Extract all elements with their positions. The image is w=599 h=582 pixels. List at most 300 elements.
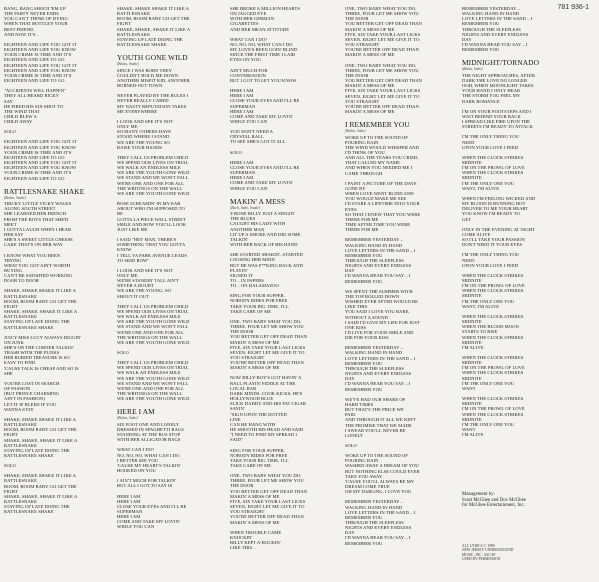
lyric-line: WE ARE THE YOUTH GONE WILD bbox=[117, 396, 190, 402]
lyric-line: WE'RE ONE AND ONE FOR ALL bbox=[117, 180, 185, 186]
lyric-line: WAIT BEHIND YOUR BACK bbox=[462, 113, 521, 119]
lyric-line: I LOOK AND SEE IT'S NOT bbox=[117, 118, 174, 124]
lyric-line: LIKE THIS... bbox=[230, 545, 256, 551]
lyric-line: BUT ALL I GOT TO SAY IS bbox=[117, 483, 173, 489]
lyric-line: DARK THE LOVE NO LONGER bbox=[462, 77, 528, 83]
songwriter-credit: (Bolan, Sabo) bbox=[462, 67, 483, 72]
lyric-line: WE SPEND OUR LIVES ON TRIAL bbox=[117, 308, 189, 314]
lyric-line: RATTLESNAKE bbox=[4, 499, 37, 505]
lyric-line: WANNA STAY bbox=[4, 406, 34, 412]
lyric-line: JUICY MISS LUCY ALWAYS DIGGIN' bbox=[4, 334, 82, 340]
lyric-line: THROUGH THE SLEEPLESS bbox=[345, 365, 404, 371]
lyrics-column-4 bbox=[345, 6, 458, 546]
lyric-line: REMEMBER YESTERDAY – bbox=[345, 237, 403, 243]
lyric-line: I KNOW WHAT YOU BEEN bbox=[4, 252, 61, 258]
lyric-line: BOOM, BOOM BABY GO GET THE bbox=[4, 427, 77, 433]
lyric-line: OF PASSION bbox=[4, 386, 31, 392]
lyric-line: LINE bbox=[230, 416, 241, 422]
lyric-line: DRESSED IN SPAGHETTI RAGS bbox=[117, 426, 184, 432]
lyric-line: I SAID "HEY MAN, THERE'S bbox=[117, 237, 177, 243]
lyric-line: THROUGH THE SLEEPLESS bbox=[462, 26, 521, 32]
lyric-line: HERE I AM bbox=[230, 159, 254, 165]
lyric-line: SHE'S A SWEET LITTLE CHEESE bbox=[4, 237, 73, 243]
lyric-line: DAY bbox=[345, 530, 355, 536]
lyric-line: NO, NO, NO, WHAT CAN I DO bbox=[117, 452, 180, 458]
lyric-line: WHEN THE CLOCK STRIKES bbox=[462, 334, 524, 340]
lyric-line: OH MY DARLING, I LOVE YOU bbox=[345, 489, 412, 495]
lyric-line: SING FOR YOUR SUPPER, bbox=[230, 447, 285, 453]
lyric-line: I'M THE ONLY ONE YOU bbox=[462, 298, 515, 304]
lyric-line: YOUR CRIME IS TIME AND IT'S bbox=[4, 170, 72, 176]
lyric-line: ONLY ME bbox=[117, 272, 138, 278]
lyric-line: NIGHTS AND EVERY ENDLESS bbox=[462, 31, 529, 37]
lyric-line: YOU'RE BETTER OFF DEAD THAN bbox=[345, 47, 419, 53]
lyric-line: SHE bbox=[4, 370, 13, 376]
lyric-line: YOU DON'T NEED A bbox=[230, 129, 274, 135]
lyric-line: YOU BETTER GET OFF DEAD THAN bbox=[230, 488, 308, 494]
lyric-line: YOU STRAIGHT bbox=[230, 509, 265, 515]
lyric-line: WE SPEND OUR LIVES ON TRIAL bbox=[117, 160, 189, 165]
lyric-line: RATTLESNAKE bbox=[4, 293, 37, 299]
lyric-line: MAKIN' A MESS OF ME bbox=[345, 52, 395, 58]
lyric-line: BOOM, BOOM BABY GO GET THE bbox=[117, 16, 190, 22]
lyric-line: I'M ALIVE bbox=[462, 344, 484, 350]
lyric-line: WE STAND AND WE WON'T FALL bbox=[117, 175, 189, 181]
lyric-line: NEVER REALLY CARED bbox=[117, 98, 169, 104]
lyric-line: RATTLESNAKE bbox=[117, 31, 150, 37]
lyric-line: WE'RE STANDIN' TALL AIN'T bbox=[117, 278, 179, 284]
lyric-line: YOU BETTER GET OFF DEAD THAN bbox=[345, 21, 423, 27]
lyric-line: SO I'LL TAKE YOUR PASSION bbox=[462, 237, 525, 243]
lyric-line: SUPERMAN bbox=[117, 509, 143, 514]
lyric-line: RATTLESNAKE bbox=[117, 11, 150, 17]
lyric-line: MAKIN' A MESS OF ME bbox=[345, 26, 395, 32]
lyric-line: CAUGHT HIS LADY WITH bbox=[230, 221, 286, 227]
lyric-line: WHEN LOVE WENT BLIND AND bbox=[345, 191, 414, 197]
lyric-line: HE FIRED HIS SIX-SHOT TO bbox=[4, 103, 64, 109]
lyric-line: THROUGH THE SLEEPLESS bbox=[345, 520, 404, 525]
lyric-line: WE ARE THE YOUTH GONE WILD bbox=[117, 319, 190, 325]
stanza-gap bbox=[345, 114, 458, 119]
lyric-line: I'M THE ONLY THING YOU bbox=[462, 252, 520, 258]
lyric-line: I'M ON THE PROWL OF LOVE bbox=[462, 283, 525, 289]
lyric-line: WASHED AWAY A DREAM OF YOU bbox=[345, 463, 419, 469]
lyric-line: MAKIN' A MESS OF ME bbox=[230, 365, 280, 371]
lyric-line: REMEMBER YOU bbox=[345, 540, 383, 546]
lyric-line: TRASH WITH THE PUNKS bbox=[4, 350, 60, 356]
lyric-line: BANG, BANG SHOOT 'EM UP bbox=[4, 6, 66, 11]
lyric-line: THE WRITINGS ON THE WALL bbox=[117, 185, 183, 191]
lyric-line: "ACCIDENTS WILL HAPPEN" bbox=[4, 88, 67, 94]
lyric-line: TO SEE SHE'S GOT IT ALL bbox=[230, 139, 286, 145]
lyric-line: BUT THAT'S THE PRICE WE bbox=[345, 407, 404, 413]
lyric-line: HOOKED ON YOU bbox=[117, 468, 156, 474]
lyric-line: MAKIN' A MESS OF ME bbox=[345, 108, 395, 114]
lyric-line: WOKE UP TO THE SOUND OF bbox=[345, 134, 408, 140]
stanza-gap bbox=[230, 191, 343, 196]
lyric-line: THREE, FOUR LET ME SHOW YOU bbox=[345, 11, 419, 17]
lyric-line: SLICK DADDY AND HIS FAT CIGAR bbox=[230, 401, 307, 407]
lyric-line: EIGHTEEN AND LIFE YOU KNOW bbox=[4, 67, 77, 73]
lyric-line: FIGHT bbox=[4, 488, 18, 494]
lyric-line: I AIN'T MUCH FOR TALKIN' bbox=[117, 478, 176, 484]
lyric-line: WANT bbox=[462, 427, 476, 433]
lyric-line: YOU SAID I LOVE YOU BABE, bbox=[345, 309, 410, 315]
lyric-line: HERE I AM bbox=[117, 498, 141, 504]
lyric-line: LIKE THIS bbox=[345, 304, 368, 310]
lyric-line: NEED bbox=[462, 139, 475, 145]
lyric-line: DAY bbox=[462, 36, 472, 42]
lyric-line: THREE, FOUR LET ME SHOW YOU bbox=[345, 67, 419, 73]
lyric-line: RATTLESNAKE SHAKE bbox=[4, 452, 54, 458]
lyric-line: THEY ALL HEARD RICKY bbox=[4, 93, 60, 99]
lyric-line: ROSE SCREAMIN' IN MY EAR bbox=[117, 201, 181, 207]
song-title: YOUTH GONE WILD bbox=[117, 53, 188, 63]
lyric-line: FIVE, SIX TAKE YOUR LAST LICKS bbox=[230, 344, 306, 350]
lyric-line: YOU'RE BETTER OFF DEAD THAN bbox=[230, 360, 304, 366]
lyric-line: SHE'S ON THE CORNER TALKIN' bbox=[4, 345, 74, 350]
solo-label: SOLO bbox=[345, 442, 357, 448]
lyric-line: HOLLYWOOD BLUE bbox=[230, 396, 274, 402]
lyric-line: UPON YOUR LOVE I FEED bbox=[462, 262, 519, 268]
lyric-line: ANOTHER MISFIT KID, ANOTHER bbox=[117, 77, 190, 83]
lyric-line: REMEMBER YOU bbox=[345, 278, 383, 284]
lyric-line: WE ARE THE YOUNG SO bbox=[117, 139, 170, 145]
lyric-line: SOMETHING THAT YOU GOTTA bbox=[117, 242, 186, 248]
lyric-line: EIGHTEEN AND LIFE YOU KNOW bbox=[4, 47, 77, 53]
lyrics-column-2 bbox=[117, 6, 227, 530]
lyric-line: DARK ROMANCE bbox=[462, 98, 500, 104]
lyric-line: WE'RE ONE AND ONE FOR ALL bbox=[117, 329, 185, 335]
lyric-line: I PAINT A PICTURE OF THE DAYS bbox=[345, 180, 417, 186]
lyric-line: TO... ON HALAMAZOO bbox=[230, 283, 279, 289]
stanza-gap bbox=[4, 181, 114, 186]
lyric-line: SEVEN, EIGHT LET ME GIVE IT TO bbox=[230, 349, 305, 355]
lyric-line: WE ARE THE YOUNG, SO bbox=[117, 288, 171, 294]
lyric-line: LOVE LETTERS IN THE SAND – I bbox=[462, 16, 533, 22]
lyric-line: WHEN THE CLOCK STRIKES bbox=[462, 154, 524, 160]
lyric-line: RATTLESNAKE bbox=[4, 314, 37, 320]
lyric-line: 'CAUSE TALK IS CHEAP AND SO IS bbox=[4, 365, 79, 371]
lyric-line: DELIVER TO ME YOUR HEART bbox=[462, 206, 529, 212]
lyric-line: WANT, I'M ALIVE bbox=[462, 185, 500, 191]
lyric-line: REMEMBER YOU bbox=[462, 21, 500, 27]
lyric-line: BUT NOTHING ELSE COULD EVER bbox=[345, 468, 420, 474]
lyric-line: WALKING HAND IN HAND bbox=[462, 11, 520, 17]
song-title: MAKIN' A MESS bbox=[230, 196, 286, 206]
lyric-line: TAKE YOUR BIG TIME, I'LL bbox=[230, 457, 289, 463]
lyric-line: WE ARE THE YOUTH GONE WILD bbox=[117, 375, 190, 381]
lyric-line: BUYING bbox=[4, 267, 23, 273]
lyric-line: I'D STARE A LIFETIME INTO YOUR bbox=[345, 201, 420, 207]
lyric-line: STAYING UP LATE DOING THE bbox=[4, 447, 70, 453]
lyric-line: WE ARE THE YOUTH GONE WILD bbox=[117, 190, 190, 196]
song-title: HERE I AM bbox=[117, 407, 155, 417]
lyric-line: THE STORM YOU FEEL MY bbox=[462, 93, 521, 99]
lyric-line: AND ALL THE TEARS YOU CRIED, bbox=[345, 155, 419, 161]
lyric-line: WHAT CAN I DO? bbox=[117, 447, 155, 453]
lyric-line: SHAKE, SHAKE, SHAKE IT LIKE A bbox=[4, 437, 78, 443]
lyric-line: DREAM COME TRUE bbox=[345, 484, 390, 490]
songwriter-credit: (Bolan, Sabo) bbox=[345, 129, 366, 134]
lyric-line: DAY bbox=[345, 268, 355, 274]
lyric-line: SHAKE, SHAKE, SHAKE IT LIKE A bbox=[117, 26, 191, 32]
lyric-line: THREE, FOUR LET ME SHOW YOU bbox=[230, 478, 304, 484]
lyric-line: THE WRITINGS ON THE WALL bbox=[117, 334, 183, 340]
lyric-line: LET IT IF BLEED IF YOU bbox=[4, 401, 57, 407]
lyric-line: EIGHTEEN AND LIFE TO GO bbox=[4, 154, 65, 160]
lyric-line: NIGHTS AND EVERY ENDLESS bbox=[345, 263, 412, 269]
songwriter-credit: (Bolan, Snake) bbox=[117, 62, 140, 67]
lyric-line: TAKE CARE OF ME bbox=[230, 462, 272, 468]
lyric-line: WITH HER ALLIGATOR BAGS bbox=[117, 437, 181, 443]
lyric-line: I'M ON THE PROWL OF LOVE bbox=[462, 165, 525, 171]
lyric-line: COME AND TAKE MY LOVIN' bbox=[117, 519, 180, 525]
lyric-line: KNOW bbox=[117, 247, 132, 253]
lyric-line: DAY bbox=[345, 376, 355, 382]
lyric-line: YOUR HAND I ONLY HEAR bbox=[462, 88, 521, 94]
lyric-line: STARTS TO RISE bbox=[462, 329, 498, 335]
lyric-line: SEVEN, EIGHT LET ME GIVE IT TO bbox=[230, 504, 305, 510]
lyric-line: STANDING AT THE BUS STOP bbox=[117, 432, 181, 438]
lyric-line: RATTLESNAKE bbox=[4, 422, 37, 428]
lyric-line: WITHOUT A SOUND bbox=[345, 314, 389, 320]
lyric-line: EIGHTEEN AND LIFE YOU GOT IT bbox=[4, 41, 77, 47]
song-title: I REMEMBER YOU bbox=[345, 120, 410, 130]
lyrics-column-5 bbox=[462, 6, 592, 562]
lyric-line: EIGHTEEN AND LIFE YOU KNOW bbox=[4, 144, 77, 150]
lyric-line: MAKIN' A MESS OF ME bbox=[345, 83, 395, 89]
lyric-line: MIDNITE bbox=[462, 339, 482, 345]
lyric-line: THE PARTY NEVER ENDS bbox=[4, 11, 59, 17]
lyric-line: TO... IN PAPERS bbox=[230, 277, 264, 283]
lyric-line: YOU KNOW I'M READY TO bbox=[462, 211, 520, 217]
lyric-line: CAN'T BE SATISFIED WORKING bbox=[4, 273, 73, 279]
lyric-line: SING FOR YOUR SUPPER, bbox=[230, 293, 285, 299]
lyric-line: WHEN THE CLOCK STRIKES bbox=[462, 355, 524, 360]
lyric-line: THERE FOR ME bbox=[345, 216, 379, 222]
lyric-line: WITH HER GERMAN bbox=[230, 16, 275, 22]
lyric-line: HERE I AM bbox=[230, 108, 254, 114]
lyric-line: WE SPEND OUR LIVES ON TRIAL bbox=[117, 365, 189, 371]
lyric-line: LOVE LETTERS IN THE SAND – I bbox=[345, 509, 416, 515]
lyric-line: JUST LIKE ME bbox=[117, 226, 148, 232]
lyric-line: HERE I AM bbox=[117, 493, 141, 499]
lyric-line: SHE STARTED SHAKIN', STARTED bbox=[230, 252, 303, 258]
songwriter-credit: (Bolan, Snake) bbox=[4, 195, 27, 200]
lyric-line: KNOCKIN' bbox=[230, 534, 253, 540]
lyric-line: NEVER PLAYED BY THE RULES I bbox=[117, 93, 189, 99]
lyric-line: LOVE LETTERS IN THE SAND – I bbox=[345, 355, 416, 361]
lyric-line: HARD TIMES bbox=[345, 401, 374, 407]
lyric-line: GONE BY bbox=[345, 185, 366, 191]
lyric-line: TO SKID ROW" bbox=[117, 257, 150, 263]
lyric-line: ONE, TWO BABY WHAT YOU DO, bbox=[345, 6, 417, 11]
stanza-gap bbox=[117, 401, 227, 406]
lyric-line: OOH, WHEN MOONLIGHT TAKES bbox=[462, 83, 534, 89]
lyric-line: WALKING HAND IN HAND bbox=[345, 504, 403, 510]
stanza-gap bbox=[462, 52, 592, 57]
lyric-line: I'M THE ONLY ONE YOU bbox=[462, 180, 515, 186]
lyric-line: AND NOW IT'S... bbox=[4, 31, 40, 37]
lyric-line: WHEN THE CLOCK STRIKES bbox=[462, 411, 524, 417]
lyric-line: SHAKE, SHAKE SHAKE IT LIKE A bbox=[4, 416, 77, 422]
lyric-line: AND HER MEAN ATTITUDE bbox=[230, 26, 290, 32]
lyric-line: YOUR CRIME IS TIME AND IT'S bbox=[4, 72, 72, 78]
lyric-line: FIGHT bbox=[4, 432, 18, 438]
lyric-line: HERE I AM bbox=[230, 93, 254, 99]
lyric-line: SHE BROKE A MILLION HEARTS bbox=[230, 6, 300, 11]
lyric-line: DARK MINDS, COOK KICKS, HE'S bbox=[230, 390, 303, 396]
lyric-line: EYES bbox=[345, 206, 357, 212]
lyric-line: THE WIND WOULD WHISPER AND bbox=[345, 144, 420, 150]
lyric-line: EIGHTEEN AND LIFE YOU KNOW bbox=[4, 165, 77, 171]
lyric-line: ONE, TWO BABY WHAT YOU DO, bbox=[230, 318, 302, 324]
lyric-line: NO, NO, NO, WHAT CAN I DO bbox=[230, 41, 293, 47]
lyric-line: RATTLESNAKE bbox=[4, 478, 37, 484]
lyric-line: I'M THE ONLY ONE YOU bbox=[462, 380, 515, 386]
lyric-line: SO THAT I KNEW THAT YOU WERE bbox=[345, 211, 421, 217]
lyric-line: YOU STRAIGHT bbox=[345, 98, 380, 104]
lyric-line: ONE, TWO BABY WHAT YOU DO, bbox=[230, 473, 302, 479]
lyric-line: LIT UP A SMOKE AND DID SOME bbox=[230, 231, 301, 237]
lyric-line: NOBODY RIDES FOR FREE bbox=[230, 452, 288, 458]
lyric-line: EIGHTEEN AND LIFE TO GO bbox=[4, 175, 65, 181]
lyric-line: FIVE, SIX TAKE YOUR LAST LICKS bbox=[345, 88, 421, 94]
catalog-number: 781 936-1 bbox=[557, 4, 589, 11]
lyric-line: YOU STRAIGHT bbox=[230, 355, 265, 360]
lyric-line: BOOM, BOOM BABY GO GET THE bbox=[4, 298, 77, 304]
lyric-line: COME AND TAKE MY LOVIN' bbox=[230, 113, 293, 119]
lyric-line: FIGHT bbox=[4, 303, 18, 309]
lyric-line: EIGHTEEN AND LIFE YOU GOT IT bbox=[4, 160, 77, 166]
lyric-line: MAKIN' A MESS OF ME bbox=[230, 493, 280, 499]
lyric-line: MIDNITE bbox=[462, 175, 482, 181]
lyric-line: WISHED EVER AFTER WOULD BE bbox=[345, 299, 418, 305]
lyric-line: HER SAY bbox=[4, 232, 24, 238]
lyric-line: CHILD AWAY bbox=[4, 119, 33, 125]
lyric-line: RAISE YOUR HANDS bbox=[117, 144, 163, 150]
lyric-line: TIME AFTER TIME YOU WERE bbox=[345, 222, 411, 228]
lyric-line: TAKE YOUR BIG TIME, I'LL bbox=[230, 303, 289, 309]
lyric-line: BALL PLAYIN' FIDDLE AT THE bbox=[230, 380, 296, 386]
lyric-line: AIN'T IN FASHION) bbox=[4, 396, 45, 402]
lyric-line: REMEMBER YOU bbox=[345, 360, 383, 366]
lyric-line: THEY CALL US PROBLEM CHILD bbox=[117, 154, 189, 160]
lyric-line: MEET bbox=[4, 221, 17, 227]
lyric-line: ON JAGGED EYE bbox=[230, 11, 267, 17]
solo-label: SOLO bbox=[4, 129, 16, 135]
solo-label: SOLO bbox=[4, 463, 16, 469]
lyric-line: WHEN THE CLOCK STRIKES bbox=[462, 288, 524, 294]
lyrics-column-3 bbox=[230, 6, 343, 550]
lyric-line: I LOOK AND SEE IT'S NOT bbox=[117, 267, 174, 273]
lyric-line: I BETTER SEE YOU bbox=[117, 457, 159, 463]
lyric-line: ANOTHER MAN bbox=[230, 226, 265, 232]
lyric-line: YOU BETTER GET OFF DEAD THAN bbox=[345, 78, 423, 84]
lyric-line: FROM THE BOYS THAT SHE'D bbox=[4, 216, 69, 222]
lyric-line: WE WALK AN ENDLESS MILE bbox=[117, 165, 181, 171]
lyric-line: THE WIND THAT bbox=[4, 108, 40, 114]
lyric-line: ALONG SOUTH STREET bbox=[4, 206, 56, 212]
lyric-line: I'M ON YOUR FOOTSTEPS AND I bbox=[462, 108, 532, 114]
lyric-line: SINCE I WAS BORN THEY bbox=[117, 67, 172, 73]
lyric-line: DOOR TO DOOR bbox=[4, 278, 39, 284]
lyric-line: MAKIN' A MESS OF ME bbox=[230, 519, 280, 525]
lyric-line: SEVEN, EIGHT LET ME GIVE IT TO bbox=[345, 93, 420, 99]
lyric-line: REMEMBER YOU bbox=[345, 252, 383, 258]
lyric-line: WHAT YOU GOT AIN'T WORTH bbox=[4, 262, 71, 268]
lyric-line: SHE LEARNED HER FRENCH bbox=[4, 211, 66, 217]
lyric-line: YOU'RE BETTER OFF DEAD THAN bbox=[345, 103, 419, 109]
lyric-line: THAT CALLED MY NAME bbox=[345, 160, 400, 166]
lyric-line: DON'T NEED IT YOUR EYES bbox=[462, 242, 523, 248]
lyric-line: MIDNITE bbox=[462, 360, 482, 366]
lyric-line: SUPERMAN bbox=[230, 103, 256, 109]
lyric-line: STOOD WHERE I STAND bbox=[117, 134, 170, 140]
lyric-line: SHOUT IT OUT bbox=[117, 293, 149, 299]
lyric-line: THE BLUES bbox=[230, 216, 256, 222]
lyric-line: WE WALK AN ENDLESS MILE bbox=[117, 314, 181, 320]
lyric-line: CRYSTAL BALL bbox=[230, 134, 264, 140]
lyric-line: BOOM, BOOM BABY GO GET THE bbox=[4, 483, 77, 489]
lyric-line: WHEN THE BLOOD MOON bbox=[462, 324, 519, 330]
lyric-line: SMILE AND HOW YOU'LL LOOK bbox=[117, 221, 187, 227]
lyric-line: YOU WOULD MAKE ME SEE bbox=[345, 196, 407, 202]
lyric-line: REMEMBER YOU bbox=[345, 386, 383, 392]
lyric-line: THE DOOR bbox=[345, 16, 369, 22]
lyric-line: CLOSE YOUR EYES AND I'LL BE bbox=[230, 164, 300, 170]
lyric-line: SINCE THE FIRST TIME I LAID bbox=[230, 52, 296, 58]
lyric-line: AND WHEN YOU NEEDED ME I bbox=[345, 165, 413, 171]
lyric-line: WHEN THE CLOCK STRIKES bbox=[462, 313, 524, 319]
lyric-line: TAKE CARE OF ME bbox=[230, 308, 272, 314]
lyric-line: CHILD BLEW A bbox=[4, 113, 37, 119]
lyric-line: WANT, I'M ALIVE bbox=[462, 303, 500, 309]
copyright-notice: ALL LYRICS © 1989 NEW JERSEY UNDERGROUND MUSIC, INC. ASCAP USED BY PERMISSION bbox=[462, 544, 514, 562]
lyric-line: (BUT PRINCE CHARMING bbox=[4, 391, 60, 397]
lyric-line: BE bbox=[117, 211, 123, 217]
lyric-line: COULDN'T HOLD ME DOWN bbox=[117, 72, 179, 78]
lyric-line: BILLY KEPT A-ROCKIN' bbox=[230, 540, 281, 545]
lyric-line: WE STAND AND WE WON'T FALL bbox=[117, 380, 189, 386]
lyric-line: MIDNITE bbox=[462, 160, 482, 165]
lyric-line: WHEN THE CLOCK STRIKES bbox=[462, 272, 524, 278]
lyric-line: SEVEN, EIGHT LET ME GIVE IT TO bbox=[345, 36, 420, 42]
lyric-line: COME AND TAKE MY LOVIN' bbox=[230, 180, 293, 186]
lyric-line: I'M ON THE PROWL OF LOVE bbox=[462, 406, 525, 412]
lyric-line: YOU'RE BETTER OFF DEAD THAN bbox=[230, 514, 304, 520]
lyric-line: BEST FRIEND bbox=[4, 26, 34, 32]
lyric-line: I'D WANNA HEAR YOU SAY – I bbox=[462, 42, 528, 48]
lyric-line: CAN HE HANG WITH bbox=[230, 421, 276, 427]
lyric-line: WALKING HAND IN HAND bbox=[345, 242, 403, 248]
lyric-line: BURNED-OUT TOWN bbox=[117, 83, 163, 89]
lyric-line: POURING RAIN bbox=[345, 458, 379, 464]
lyric-line: SIX FOOT ONE AND LONELY bbox=[117, 421, 180, 427]
lyric-line: THEY CALL US PROBLEM CHILD bbox=[117, 303, 189, 309]
lyric-line: ONLY IN THE EVENING AT NIGHT bbox=[462, 226, 535, 232]
lyric-line: SAID" bbox=[230, 437, 243, 443]
lyric-line: REMEMBER YESTERDAY – bbox=[345, 345, 403, 351]
lyric-line: I'D WANNA HEAR YOU SAY – I bbox=[345, 381, 411, 387]
lyric-line: LONELY bbox=[345, 432, 364, 438]
lyric-line: SHAKE, SHAKE, SHAKE IT LIKE A bbox=[4, 309, 78, 315]
lyric-line: I SPREAD LIKE FIRE UPON THE bbox=[462, 119, 531, 125]
lyric-line: THREE, FOUR LET ME SHOW YOU bbox=[230, 324, 304, 330]
lyric-line: SIGNED IT bbox=[230, 272, 253, 278]
lyric-line: WHEN THE CLOCK STRIKES bbox=[462, 396, 524, 402]
